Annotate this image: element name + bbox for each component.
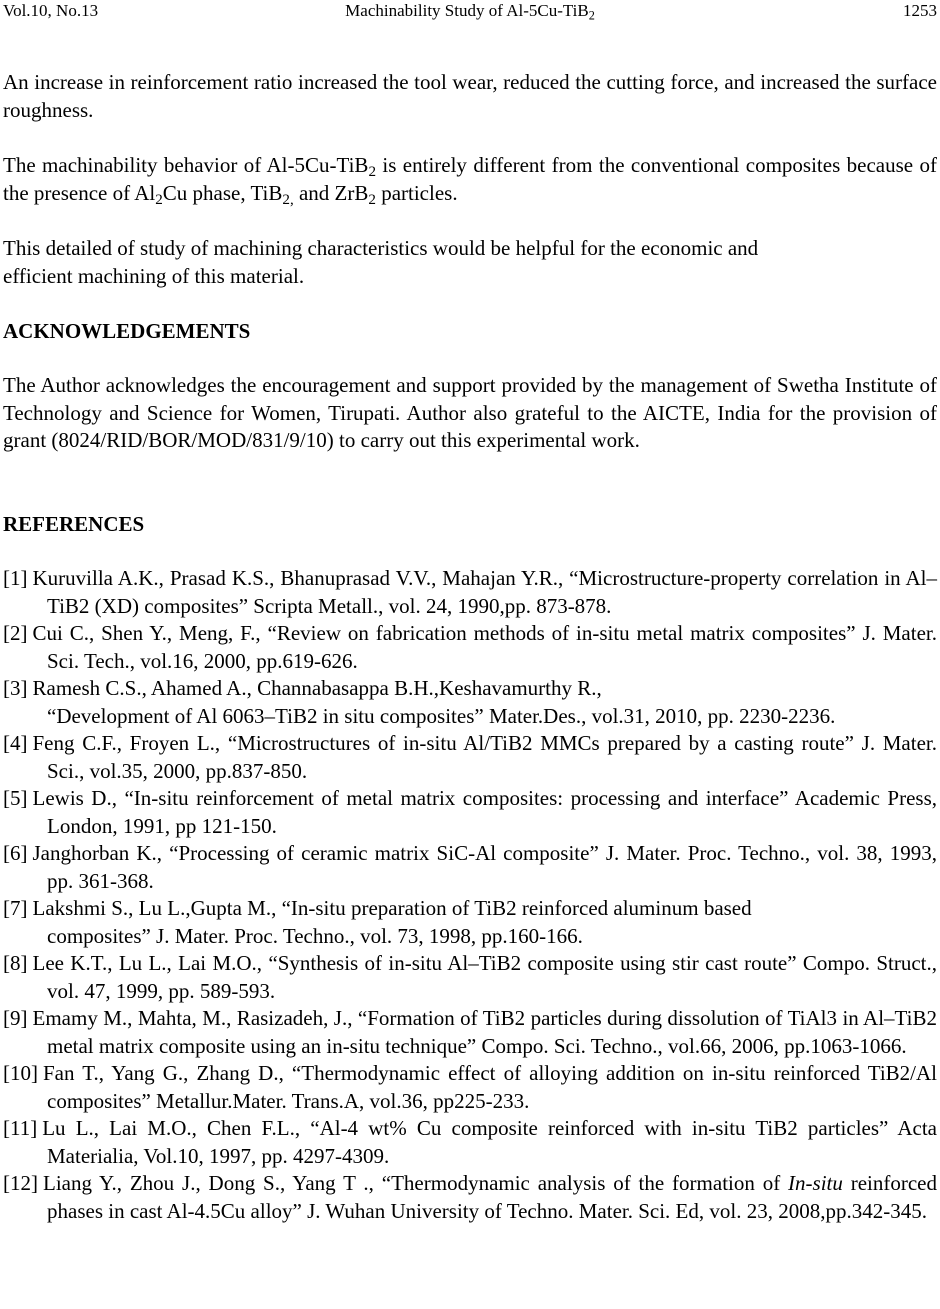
- p2-part-d: and ZrB: [293, 180, 369, 205]
- paragraph-machinability: [3, 152, 937, 207]
- header-page-number: 1253: [903, 1, 937, 20]
- paragraph-reinforcement: An increase in reinforcement ratio increased the tool wear, reduced the cutting force, and increased the surface roughness.: [3, 70, 937, 122]
- reference-text: Emamy M., Mahta, M., Rasizadeh, J., “Formation of TiB2 particles during dissolution of TiAl3 in Al–TiB2 metal matrix composite using an in-situ technique” Compo. Sci. Techno., vol.66, 2006, pp.1063-1066.: [32, 1006, 937, 1058]
- reference-item: [3, 840, 937, 895]
- reference-text: Lakshmi S., Lu L.,Gupta M., “In-situ preparation of TiB2 reinforced aluminum based: [32, 896, 752, 920]
- header-volume: Vol.10, No.13: [3, 1, 99, 20]
- reference-number: [8]: [3, 951, 28, 975]
- acknowledgements-heading: ACKNOWLEDGEMENTS: [3, 319, 251, 343]
- reference-item: [3, 1005, 937, 1060]
- reference-number: [5]: [3, 786, 28, 810]
- p2-sub-1: 2: [368, 164, 376, 181]
- reference-text: Feng C.F., Froyen L., “Microstructures of in-situ Al/TiB2 MMCs prepared by a casting route” J. Mater. Sci., vol.35, 2000, pp.837-850.: [32, 731, 937, 783]
- reference-text: Lu L., Lai M.O., Chen F.L., “Al-4 wt% Cu composite reinforced with in-situ TiB2 particles” Acta Materialia, Vol.10, 1997, pp. 4297-4309.: [42, 1116, 937, 1168]
- p2-sub-3: 2,: [282, 191, 294, 208]
- reference-text: Liang Y., Zhou J., Dong S., Yang T ., “Thermodynamic analysis of the formation of: [43, 1171, 789, 1195]
- reference-item: [3, 565, 937, 620]
- reference-text: Fan T., Yang G., Zhang D., “Thermodynamic effect of alloying addition on in-situ reinforced TiB2/Al composites” Metallur.Mater. Trans.A, vol.36, pp225-233.: [43, 1061, 937, 1113]
- p2-part-b: is entirely different from the conventional composites because of the presence of Al: [3, 153, 937, 205]
- p2-part-c: Cu phase, TiB: [162, 180, 283, 205]
- reference-text: Janghorban K., “Processing of ceramic matrix SiC-Al composite” J. Mater. Proc. Techno., vol. 38, 1993, pp. 361-368.: [32, 841, 937, 893]
- reference-number: [7]: [3, 896, 28, 920]
- p3-line-2: efficient machining of this material.: [3, 263, 305, 288]
- reference-item: [3, 620, 937, 675]
- reference-italic-term: In-situ: [788, 1171, 843, 1195]
- reference-text: Lee K.T., Lu L., Lai M.O., “Synthesis of in-situ Al–TiB2 composite using stir cast route” Compo. Struct., vol. 47, 1999, pp. 589-593.: [32, 951, 937, 1003]
- reference-text-continued: “Development of Al 6063–TiB2 in situ composites” Mater.Des., vol.31, 2010, pp. 2230-2236.: [47, 703, 836, 728]
- p2-sub-2: 2: [155, 191, 163, 208]
- header-title: [3, 1, 937, 21]
- reference-number: [11]: [3, 1116, 38, 1140]
- running-header: [3, 1, 937, 21]
- reference-item: [3, 1115, 937, 1170]
- p2-part-a: The machinability behavior of Al-5Cu-TiB: [3, 153, 369, 177]
- reference-text: Ramesh C.S., Ahamed A., Channabasappa B.H.,Keshavamurthy R.,: [32, 676, 602, 700]
- reference-item: [3, 675, 937, 730]
- reference-item: [3, 1170, 937, 1225]
- references-list: [3, 565, 937, 1225]
- reference-text: Lewis D., “In-situ reinforcement of metal matrix composites: processing and interface” Academic Press, London, 1991, pp 121-150.: [32, 786, 937, 838]
- reference-item: [3, 895, 937, 950]
- reference-number: [4]: [3, 731, 28, 755]
- reference-item: [3, 785, 937, 840]
- reference-number: [3]: [3, 676, 28, 700]
- p2-part-e: particles.: [375, 180, 458, 205]
- header-title-subscript: 2: [588, 8, 595, 23]
- reference-text-continued: composites” J. Mater. Proc. Techno., vol. 73, 1998, pp.160-166.: [47, 923, 583, 948]
- reference-number: [2]: [3, 621, 28, 645]
- reference-text-continued: reinforced phases in cast Al-4.5Cu alloy” J. Wuhan University of Techno. Mater. Sci. Ed, vol. 23, 2008,pp.342-345.: [47, 1171, 937, 1223]
- acknowledgements-text: The Author acknowledges the encouragement and support provided by the management of Swetha Institute of Technology and Science for Women, Tirupati. Author also grateful to the AICTE, India for the provision of grant (8024/RID/BOR/MOD/831/9/10) to carry out this experimental work.: [3, 373, 937, 452]
- header-title-main: Machinability Study of Al-5Cu-TiB: [345, 1, 589, 20]
- reference-number: [6]: [3, 841, 28, 865]
- reference-number: [9]: [3, 1006, 28, 1030]
- reference-text: Cui C., Shen Y., Meng, F., “Review on fabrication methods of in-situ metal matrix composites” J. Mater. Sci. Tech., vol.16, 2000, pp.619-626.: [32, 621, 937, 673]
- reference-text: Kuruvilla A.K., Prasad K.S., Bhanuprasad V.V., Mahajan Y.R., “Microstructure-property correlation in Al–TiB2 (XD) composites” Scripta Metall., vol. 24, 1990,pp. 873-878.: [32, 566, 937, 618]
- reference-item: [3, 1060, 937, 1115]
- paragraph-study: [3, 235, 937, 290]
- references-heading: REFERENCES: [3, 512, 145, 536]
- reference-item: [3, 730, 937, 785]
- reference-number: [10]: [3, 1061, 38, 1085]
- reference-number: [1]: [3, 566, 28, 590]
- reference-number: [12]: [3, 1171, 38, 1195]
- reference-item: [3, 950, 937, 1005]
- p3-line-1: This detailed of study of machining characteristics would be helpful for the economic and: [3, 236, 759, 260]
- p2-sub-4: 2: [368, 191, 376, 208]
